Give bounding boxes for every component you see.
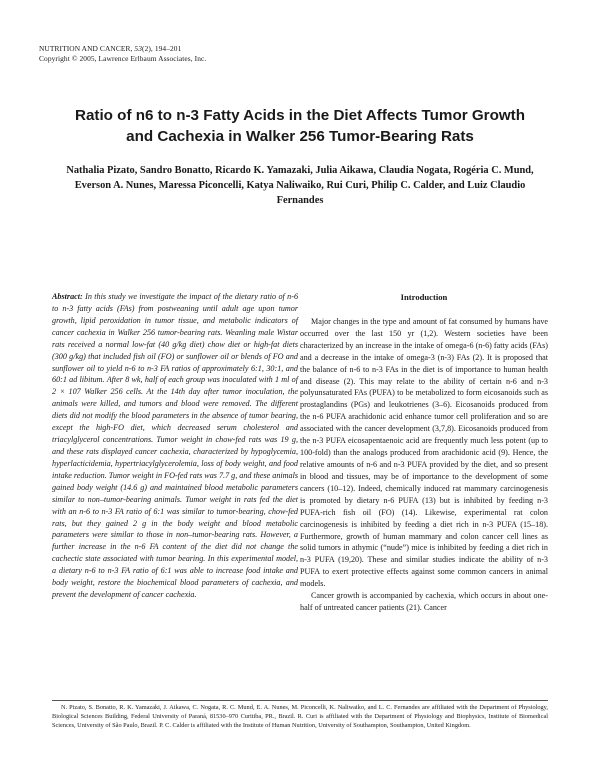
- introduction-column: [300, 292, 548, 614]
- abstract-text: In this study we investigate the impact of the dietary ratio of n-6 to n-3 fatty acids (FAs) from postweaning until adult age upon tumor growth, lipid peroxidation in tumor tissue, and metabolic indicators of cancer cachexia in Walker 256 tumor-bearing rats. Weanling male Wistar rats received a normal low-fat (40 g/kg diet) chow diet or high-fat diets (300 g/kg) that included fish oil (FO) or sunflower oil or blends of FO and sunflower oil to yield n-6 to n-3 FA ratios of approximately 6:1, 30:1, and 60:1 ad libitum. After 8 wk, half of each group was inoculated with 1 ml of 2 × 107 Walker 256 cells. At the 14th day after tumor inoculation, the animals were killed, and tumors and blood were removed. The different diets did not modify the blood parameters in the absence of tumor bearing, except the high-FO diet, which decreased serum cholesterol and triacylglycerol concentrations. Tumor weight in chow-fed rats was 19 g, and these rats displayed cancer cachexia, characterized by hypoglycemia, hyperlacticidemia, hypertriacylglycerolemia, loss of body weight, and food intake reduction. Tumor weight in FO-fed rats was 7.7 g, and these animals gained body weight (14.6 g) and maintained blood metabolic parameters similar to non–tumor-bearing animals. Tumor weight in rats fed the diet with an n-6 to n-3 FA ratio of 6:1 was similar to tumor-bearing, chow-fed rats, but they gained 2 g in the body weight and blood metabolic parameters were similar to those in non–tumor-bearing rats. However, a further increase in the n-6 FA content of the diet did not change the cachectic state associated with tumor bearing. In this experimental model, a dietary n-6 to n-3 FA ratio of 6:1 was able to increase food intake and body weight, restore the biochemical blood parameters of cachexia, and prevent the development of cancer cachexia.: [52, 292, 299, 600]
- journal-name: NUTRITION AND CANCER,: [39, 44, 133, 53]
- journal-volume: 53: [134, 44, 143, 53]
- affiliation-footnote: N. Pizato, S. Bonatto, R. K. Yamazaki, J. Aikawa, C. Nogata, R. C. Mund, E. A. Nunes, M. Piconcelli, K. Naliwaiko, and L. C. Fernandes are affiliated with the Department of Physiology, Biological Sciences Building, Federal University of Paraná, 81530–970 Curitiba, PR., Brazil. R. Curi is affiliated with the Department of Physiology and Biophysics, Institute of Biomedical Sciences, University of São Paulo, Brazil. P. C. Calder is affiliated with the Institute of Human Nutrition, University of Southampton, Southampton, United Kingdom.: [52, 704, 548, 729]
- journal-issue-pages: (2), 194–201: [142, 44, 182, 53]
- running-header: [39, 44, 206, 64]
- footnote-divider: [52, 700, 548, 701]
- article-title: Ratio of n6 to n-3 Fatty Acids in the Diet Affects Tumor Growth and Cachexia in Walker 256 Tumor-Bearing Rats: [74, 107, 525, 145]
- introduction-paragraph: Cancer growth is accompanied by cachexia, which occurs in about one-half of untreated cancer patients (21). Cancer: [300, 591, 548, 613]
- abstract-column: [52, 291, 298, 601]
- copyright-line: Copyright © 2005, Lawrence Erlbaum Associates, Inc.: [39, 54, 207, 63]
- introduction-heading: Introduction: [400, 292, 448, 302]
- introduction-paragraph: Major changes in the type and amount of fat consumed by humans have occurred over the last 150 yr (1,2). Western societies have been characterized by an increase in the intake of omega-6 (n-6) fatty acids (FAs) and a decrease in the intake of omega-3 (n-3) FAs (2). It is proposed that the balance of n-6 to n-3 FAs in the diet is of importance to human health and disease (2). This may relate to the ability of certain n-6 and n-3 polyunsaturated FAs (PUFA) to be metabolized to form eicosanoids such as prostaglandins (PGs) and leukotrienes (3–6). Eicosanoids produced from the n-6 PUFA arachidonic acid enhance tumor cell proliferation and so are associated with the cancer development (3,7,8). Eicosanoids produced from the n-3 PUFA eicosapentaenoic acid are frequently much less potent (up to 100-fold) than the analogs produced from arachidonic acid (9). Hence, the relative amounts of n-6 and n-3 PUFA provided by the diet, and so present in blood and tissues, may be of importance to the development of some cancers (10–12). Indeed, chemically induced rat mammary carcinogenesis is promoted by dietary n-6 PUFA (13) but is inhibited by feeding n-3 PUFA-rich fish oil (FO) (14). Likewise, experimental rat colon carcinogenesis is inhibited by feeding a diet rich in n-3 PUFA (15–18). Furthermore, growth of human mammary and colon cancer cell lines as solid tumors in athymic (“nude”) mice is inhibited by feeding a diet rich in n-3 PUFA (19,20). These and similar studies indicate the ability of n-3 PUFA to exert protective effects against some common cancers in animal models.: [300, 316, 548, 589]
- author-list: Nathalia Pizato, Sandro Bonatto, Ricardo K. Yamazaki, Julia Aikawa, Claudia Nogata, Rogéria C. Mund, Everson A. Nunes, Maressa Piconcelli, Katya Naliwaiko, Rui Curi, Philip C. Calder, and Luiz Claudio Fernandes: [66, 165, 534, 206]
- abstract-label: Abstract:: [52, 292, 83, 301]
